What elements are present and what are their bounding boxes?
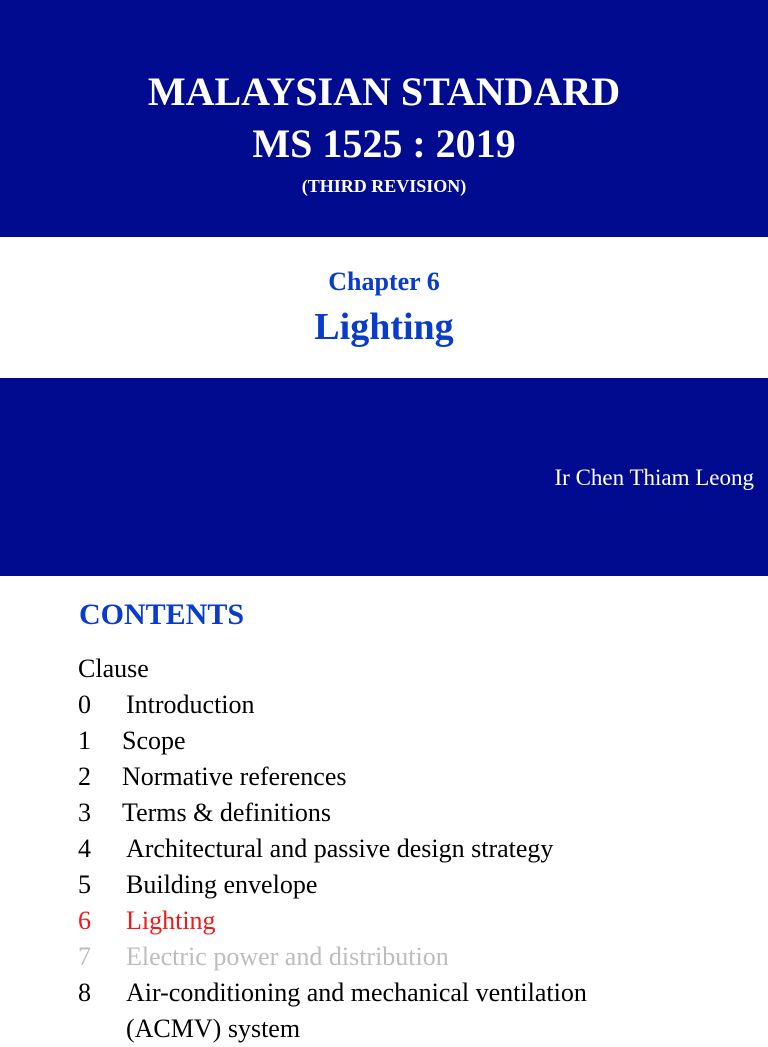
standard-title: MALAYSIAN STANDARD [147, 69, 621, 114]
title-band [0, 0, 768, 237]
toc-item-number: 7 [78, 942, 91, 971]
chapter-title: Lighting [314, 306, 454, 348]
toc-item-label: Introduction [126, 690, 255, 719]
chapter-label: Chapter 6 [328, 267, 440, 296]
author-band [0, 378, 768, 576]
toc-item-label: Architectural and passive design strategy [126, 834, 554, 863]
toc-item-number: 6 [78, 906, 91, 935]
toc-item-label: Electric power and distribution [126, 942, 449, 971]
toc-item-number: 8 [78, 978, 91, 1007]
toc-item-label: Air-conditioning and mechanical ventilation (ACMV) system [126, 978, 587, 1043]
author-name: Ir Chen Thiam Leong [554, 465, 754, 490]
toc-item-number: 3 [78, 798, 91, 827]
toc-item-label: Scope [122, 726, 186, 755]
chapter-band [0, 237, 768, 378]
toc-item-label: Building envelope [126, 870, 318, 899]
toc-item-label: Terms & definitions [122, 798, 332, 827]
contents-heading: CONTENTS [79, 598, 245, 631]
toc-item-number: 2 [78, 762, 91, 791]
toc-item-number: 5 [78, 870, 91, 899]
clause-label: Clause [78, 654, 149, 683]
standard-number: MS 1525 : 2019 [252, 121, 516, 166]
toc-item-label: Lighting [126, 906, 216, 935]
toc-item-number: 4 [78, 834, 91, 863]
contents-slide [0, 576, 768, 1043]
toc-item-number: 1 [78, 726, 91, 755]
toc-item-label: Normative references [122, 762, 347, 791]
toc-item-number: 0 [78, 690, 91, 719]
revision-subtitle: (THIRD REVISION) [301, 176, 467, 196]
